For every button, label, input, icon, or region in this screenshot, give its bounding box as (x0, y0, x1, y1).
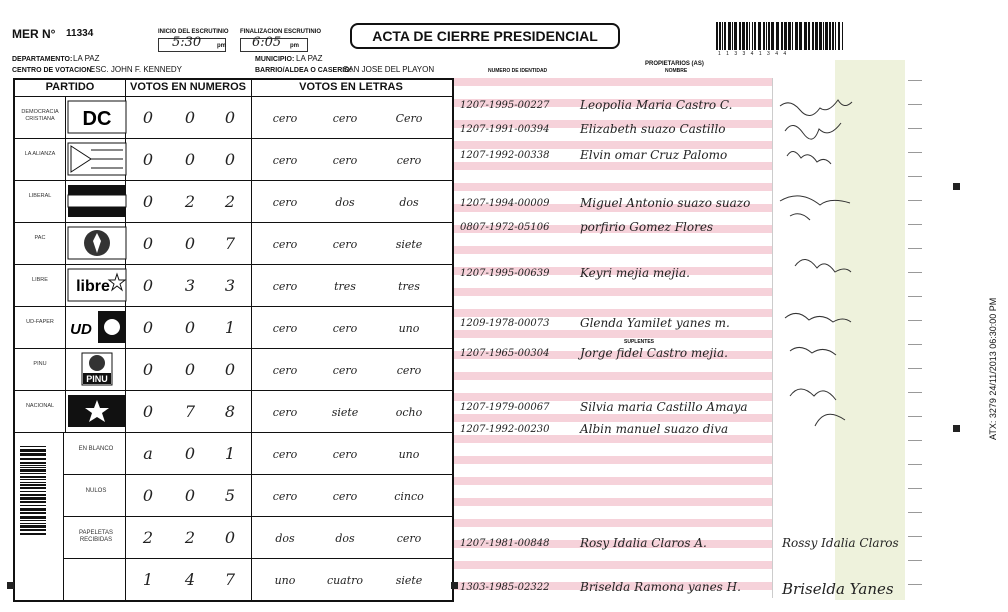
barcode-bar (771, 22, 774, 50)
side-tick (908, 320, 922, 321)
party-logo-0 (67, 100, 127, 134)
votes-word: cero (272, 406, 298, 419)
member-id: 1207-1991-00394 (460, 124, 550, 135)
barcode-bar (20, 491, 46, 492)
end-time: 6:05 (252, 35, 282, 50)
barcode-bar (20, 523, 46, 524)
votes-number-digit: 2 (224, 192, 236, 211)
barcode-bar (20, 497, 46, 500)
total-word: cuatro (326, 574, 364, 587)
member-id: 1207-1981-00848 (460, 538, 550, 549)
total-number-digit: 2 (184, 528, 196, 547)
votes-number-digit: 0 (142, 402, 154, 421)
barcode-bar (724, 22, 726, 50)
signature-briselda: Briselda Yanes (782, 580, 894, 598)
votes-word: Cero (395, 112, 423, 125)
barcode-bar (20, 458, 46, 460)
member-name: Leopolia Maria Castro C. (580, 98, 733, 112)
member-name: Rosy Idalia Claros A. (580, 536, 707, 550)
votes-word: cero (272, 154, 298, 167)
party-name: DEMOCRACIA CRISTIANA (21, 109, 59, 122)
barcode-bar (763, 22, 765, 50)
barcode-left (20, 446, 54, 538)
votes-word: siete (331, 406, 359, 419)
barcode-bar (20, 525, 46, 528)
barcode-bar (20, 487, 46, 489)
signature-scribbles (775, 96, 875, 566)
barcode-bar (754, 22, 756, 50)
member-id: 1207-1994-00009 (460, 198, 550, 209)
total-number-digit: 5 (224, 486, 236, 505)
votes-number-digit: 0 (184, 150, 196, 169)
votes-word: cero (272, 238, 298, 251)
start-time: 5:30 (172, 35, 202, 50)
total-number-digit: a (143, 444, 153, 463)
side-tick (908, 128, 922, 129)
member-id: 1303-1985-02322 (460, 582, 550, 593)
total-word: cero (332, 448, 358, 461)
barcode-bar (808, 22, 810, 50)
votes-number-digit: 0 (224, 360, 236, 379)
barcode-bar (815, 22, 818, 50)
barcode-bar (20, 462, 46, 464)
barcode-bar (792, 22, 793, 50)
side-tick (908, 248, 922, 249)
identidad-label: NUMERO DE IDENTIDAD (488, 68, 548, 74)
row-divider (15, 264, 452, 265)
barcode-bar (835, 22, 836, 50)
member-name: porfirio Gomez Flores (580, 220, 714, 234)
barcode-bar (719, 22, 721, 50)
end-ampm: pm (290, 43, 299, 49)
member-name: Briselda Ramona yanes H. (580, 580, 741, 594)
document-title: ACTA DE CIERRE PRESIDENCIAL (350, 23, 620, 49)
municipio-value: LA PAZ (296, 54, 323, 63)
barcode-bar (799, 22, 802, 50)
row-divider (15, 390, 452, 391)
side-tick (908, 464, 922, 465)
col-numeros: VOTOS EN NUMEROS (130, 81, 246, 93)
barcode-bar (20, 449, 46, 452)
barcode-bar (20, 533, 46, 535)
barcode-bar (766, 22, 767, 50)
votes-number-digit: 3 (184, 276, 196, 295)
votes-number-digit: 0 (224, 150, 236, 169)
row-divider (15, 180, 452, 181)
signature-rosy: Rossy Idalia Claros (782, 536, 899, 550)
side-tick (908, 560, 922, 561)
votes-number-digit: 0 (184, 108, 196, 127)
barcode-bar (20, 476, 46, 478)
barcode-bar (20, 484, 46, 486)
col-letras: VOTOS EN LETRAS (299, 81, 403, 93)
member-name: Miguel Antonio suazo suazo (580, 196, 751, 210)
side-tick (908, 392, 922, 393)
votes-word: cero (332, 154, 358, 167)
side-tick (908, 512, 922, 513)
side-tick (908, 152, 922, 153)
barcode-bar (819, 22, 822, 50)
votes-word: cero (396, 154, 422, 167)
barcode-bar (722, 22, 723, 50)
barcode-bar (20, 482, 46, 483)
row-divider (63, 474, 452, 475)
party-name: PAC (34, 235, 46, 241)
party-name: LIBERAL (28, 193, 52, 199)
barcode-bar (758, 22, 761, 50)
votes-word: dos (335, 196, 355, 209)
party-logo-4 (67, 268, 127, 302)
votes-number-digit: 7 (224, 234, 236, 253)
barcode-bar (804, 22, 807, 50)
total-number-digit: 2 (142, 528, 154, 547)
total-label: PAPELETAS RECIBIDAS (78, 530, 114, 543)
row-divider (63, 558, 452, 559)
col-partido: PARTIDO (45, 81, 95, 93)
votes-word: cero (272, 280, 298, 293)
total-word: cero (272, 490, 298, 503)
suplentes-label: SUPLENTES (624, 339, 655, 345)
total-number-digit: 4 (184, 570, 196, 589)
votes-number-digit: 0 (184, 318, 196, 337)
departamento-label: DEPARTAMENTO: (12, 56, 73, 63)
votes-word: cero (272, 364, 298, 377)
barcode-digits: 1 1 3 3 4 1 3 4 4 (718, 51, 789, 57)
side-tick (908, 104, 922, 105)
row-divider (15, 348, 452, 349)
svg-text:libre: libre (76, 278, 110, 295)
barcode-bar (20, 512, 46, 514)
barcode-bar (795, 22, 798, 50)
barcode-bar (749, 22, 750, 50)
start-label: INICIO DEL ESCRUTINIO (158, 29, 229, 35)
votes-word: cero (332, 238, 358, 251)
party-name: LA ALIANZA (24, 151, 56, 157)
party-logo-2 (67, 184, 127, 218)
centro-value: ESC. JOHN F. KENNEDY (90, 65, 183, 74)
barcode-bar (842, 22, 843, 50)
row-divider (63, 516, 452, 517)
member-id: 1207-1965-00304 (460, 348, 550, 359)
barcode-bar (838, 22, 840, 50)
party-logo-5 (67, 310, 127, 344)
total-word: dos (275, 532, 295, 545)
votes-word: tres (398, 280, 420, 293)
party-name: PINU (33, 361, 47, 367)
start-ampm: pm (217, 43, 226, 49)
total-number-digit: 1 (142, 570, 154, 589)
total-number-digit: 0 (142, 486, 154, 505)
total-label: EN BLANCO (78, 446, 114, 452)
svg-text:UD: UD (70, 321, 92, 338)
member-id: 1207-1979-00067 (460, 402, 550, 413)
barcode-bar (20, 505, 46, 506)
member-id: 1207-1992-00230 (460, 424, 550, 435)
col-divider (65, 96, 66, 432)
total-number-digit: 0 (224, 528, 236, 547)
votes-number-digit: 0 (224, 108, 236, 127)
votes-word: cero (272, 196, 298, 209)
member-name: Albin manuel suazo diva (580, 422, 729, 436)
barcode-bar (732, 22, 733, 50)
member-id: 0807-1972-05106 (460, 222, 550, 233)
barcode-bar (768, 22, 770, 50)
barcode-bar (20, 453, 46, 456)
barcode-bar (776, 22, 779, 50)
votes-number-digit: 0 (142, 108, 154, 127)
barcode-bar (823, 22, 824, 50)
barcode-bar (742, 22, 745, 50)
row-divider (15, 138, 452, 139)
votes-word: cero (332, 364, 358, 377)
member-id: 1209-1978-00073 (460, 318, 550, 329)
timestamp-stamp: ATX: 3279 24/11/2013 06:30:00 PM (988, 297, 998, 440)
barcode-bar (832, 22, 834, 50)
side-tick (908, 80, 922, 81)
votes-word: tres (334, 280, 356, 293)
barcode-bar (20, 473, 46, 474)
total-word: siete (395, 574, 423, 587)
barcode-bar (825, 22, 828, 50)
barcode-bar (20, 520, 46, 521)
member-id: 1207-1995-00227 (460, 100, 550, 111)
member-name: Silvia maria Castillo Amaya (580, 400, 748, 414)
votes-word: siete (395, 238, 423, 251)
barcode-bar (20, 467, 46, 468)
barcode-bar (829, 22, 831, 50)
votes-number-digit: 0 (142, 360, 154, 379)
member-name: Elizabeth suazo Castillo (580, 122, 726, 136)
total-word: dos (335, 532, 355, 545)
votes-word: ocho (395, 406, 423, 419)
svg-text:PINU: PINU (86, 374, 108, 384)
barrio-value: SAN JOSE DEL PLAYON (343, 65, 435, 74)
side-tick (908, 224, 922, 225)
end-label: FINALIZACION ESCRUTINIO (240, 29, 321, 35)
votes-number-digit: 3 (224, 276, 236, 295)
registration-mark (7, 582, 14, 589)
party-logo-3 (67, 226, 127, 260)
registration-mark (953, 183, 960, 190)
barcode-bar (752, 22, 753, 50)
barcode-bar (20, 508, 46, 511)
col-divider (251, 80, 252, 600)
total-word: uno (398, 448, 420, 461)
votes-word: cero (332, 322, 358, 335)
side-tick (908, 584, 922, 585)
barcode-bar (20, 465, 46, 466)
votes-number-digit: 0 (184, 234, 196, 253)
barcode-bar (20, 516, 46, 519)
votes-word: uno (398, 322, 420, 335)
centro-label: CENTRO DE VOTACION: (12, 67, 94, 74)
propietarios-label: PROPIETARIOS (AS) (645, 61, 704, 67)
row-divider (15, 222, 452, 223)
total-word: cero (396, 532, 422, 545)
party-logo-7 (67, 394, 127, 428)
barcode-bar (784, 22, 787, 50)
votes-number-digit: 0 (142, 192, 154, 211)
barcode-bar (739, 22, 741, 50)
votes-number-digit: 0 (142, 276, 154, 295)
municipio-label: MUNICIPIO: (255, 56, 295, 63)
barrio-label: BARRIO/ALDEA O CASERIO: (255, 67, 352, 74)
votes-word: cero (272, 112, 298, 125)
barcode-bar (716, 22, 718, 50)
total-word: cinco (394, 490, 424, 503)
row-divider (15, 306, 452, 307)
votes-table (13, 78, 454, 602)
votes-number-digit: 8 (224, 402, 236, 421)
votes-number-digit: 0 (142, 150, 154, 169)
side-tick (908, 368, 922, 369)
total-word: cero (332, 490, 358, 503)
barcode-bar (812, 22, 814, 50)
barcode-bar (20, 501, 46, 503)
side-tick (908, 344, 922, 345)
member-id: 1207-1992-00338 (460, 150, 550, 161)
total-number-digit: 0 (184, 486, 196, 505)
barcode-bar (20, 446, 46, 447)
mer-label: MER N° (12, 27, 56, 41)
party-name: NACIONAL (25, 403, 55, 409)
barcode-bar (20, 469, 46, 472)
votes-number-digit: 1 (224, 318, 236, 337)
party-logo-1 (67, 142, 127, 176)
row-divider (15, 432, 452, 433)
barcode-bar (788, 22, 791, 50)
departamento-value: LA PAZ (73, 54, 100, 63)
barcode-bar (20, 494, 46, 496)
member-name: Elvin omar Cruz Palomo (580, 148, 728, 162)
total-word: cero (272, 448, 298, 461)
total-word: uno (274, 574, 296, 587)
party-name: LIBRE (32, 277, 48, 283)
votes-word: cero (272, 322, 298, 335)
barcode-top (716, 22, 846, 50)
registration-mark (953, 425, 960, 432)
barcode-bar (728, 22, 731, 50)
party-logo-6 (67, 352, 127, 386)
member-name: Jorge fidel Castro mejia. (580, 346, 728, 360)
side-tick (908, 488, 922, 489)
votes-number-digit: 2 (184, 192, 196, 211)
total-number-digit: 0 (184, 444, 196, 463)
svg-text:DC: DC (82, 108, 112, 130)
registration-mark (451, 582, 458, 589)
side-tick (908, 296, 922, 297)
votes-number-digit: 0 (184, 360, 196, 379)
barcode-bar (781, 22, 783, 50)
member-name: Glenda Yamilet yanes m. (580, 316, 730, 330)
member-id: 1207-1995-00639 (460, 268, 550, 279)
side-tick (908, 200, 922, 201)
barcode-bar (734, 22, 737, 50)
barcode-bar (20, 529, 46, 531)
votes-word: cero (396, 364, 422, 377)
side-tick (908, 416, 922, 417)
row-divider (15, 96, 452, 97)
total-label: NULOS (85, 488, 107, 494)
votes-word: cero (332, 112, 358, 125)
votes-number-digit: 0 (142, 318, 154, 337)
nombre-label: NOMBRE (665, 68, 688, 74)
member-name: Keyri mejia mejia. (580, 266, 690, 280)
mer-number: 11334 (66, 28, 94, 39)
votes-number-digit: 7 (184, 402, 196, 421)
party-name: UD-FAPER (26, 319, 54, 325)
side-tick (908, 176, 922, 177)
side-tick (908, 536, 922, 537)
votes-number-digit: 0 (142, 234, 154, 253)
total-number-digit: 1 (224, 444, 236, 463)
row-divider (63, 600, 452, 601)
votes-word: dos (399, 196, 419, 209)
barcode-bar (20, 479, 46, 480)
col-divider (63, 432, 64, 600)
barcode-bar (746, 22, 748, 50)
total-number-digit: 7 (224, 570, 236, 589)
side-tick (908, 440, 922, 441)
side-tick (908, 272, 922, 273)
